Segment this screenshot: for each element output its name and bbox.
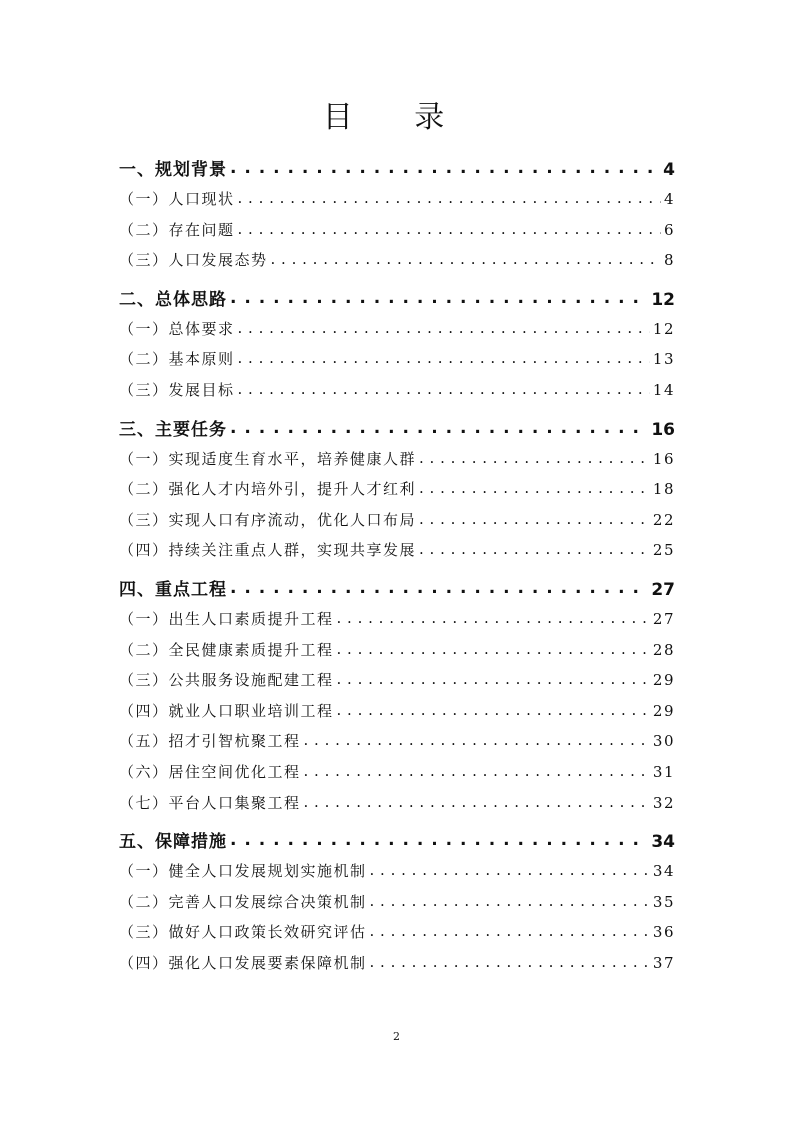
toc-section[interactable] xyxy=(119,155,675,185)
toc-item-title: （二）基本原则 xyxy=(119,350,235,369)
dot-leader xyxy=(304,762,650,777)
toc-item[interactable] xyxy=(119,730,675,761)
toc-item-title: （二）完善人口发展综合决策机制 xyxy=(119,892,367,911)
dot-leader xyxy=(337,670,650,685)
dot-leader xyxy=(419,510,650,525)
dot-leader xyxy=(230,830,648,847)
dot-leader xyxy=(238,380,650,395)
toc-item-title: （二）全民健康素质提升工程 xyxy=(119,640,334,659)
toc-section-page-number: 16 xyxy=(651,419,675,440)
toc-item-page-number: 35 xyxy=(652,892,675,911)
toc-item-page-number: 13 xyxy=(652,350,675,369)
toc-item-page-number: 31 xyxy=(652,762,675,781)
toc-item-page-number: 12 xyxy=(652,319,675,338)
toc-item-title: （三）实现人口有序流动，优化人口布局 xyxy=(119,510,417,529)
dot-leader xyxy=(337,701,650,716)
toc-item[interactable] xyxy=(119,509,675,540)
dot-leader xyxy=(419,540,650,555)
toc-item-title: （一）人口现状 xyxy=(119,190,235,208)
toc-item-title: （三）做好人口政策长效研究评估 xyxy=(119,923,367,942)
toc-section-title: 一、规划背景 xyxy=(119,160,227,180)
toc-section[interactable] xyxy=(119,575,675,605)
dot-leader xyxy=(337,609,650,624)
toc-item-page-number: 29 xyxy=(652,671,675,690)
toc-item[interactable] xyxy=(119,921,675,952)
toc-item-title: （六）居住空间优化工程 xyxy=(119,762,301,781)
dot-leader xyxy=(370,892,650,907)
toc-section-page-number: 27 xyxy=(651,579,675,600)
toc-section-title: 二、总体思路 xyxy=(119,289,227,310)
dot-leader xyxy=(230,158,660,175)
toc-item[interactable] xyxy=(119,860,675,891)
toc-item[interactable] xyxy=(119,348,675,379)
toc-item-page-number: 30 xyxy=(652,732,675,751)
toc-item-title: （五）招才引智杭聚工程 xyxy=(119,732,301,751)
toc-item-page-number: 25 xyxy=(652,541,675,560)
toc-item[interactable] xyxy=(119,761,675,792)
toc-item[interactable] xyxy=(119,792,675,823)
toc-item-page-number: 27 xyxy=(652,609,675,628)
dot-leader xyxy=(238,349,650,364)
dot-leader xyxy=(337,640,650,655)
dot-leader xyxy=(230,288,648,305)
dot-leader xyxy=(370,953,650,968)
toc-item-title: （二）存在问题 xyxy=(119,220,235,239)
toc-item-title: （三）发展目标 xyxy=(119,380,235,399)
toc-item[interactable] xyxy=(119,188,675,219)
page-title: 目 录 xyxy=(322,100,471,135)
toc-item-page-number: 34 xyxy=(652,862,675,881)
toc-item[interactable] xyxy=(119,219,675,250)
toc-item-page-number: 16 xyxy=(652,449,675,468)
toc-item-title: （一）总体要求 xyxy=(119,319,235,338)
toc-item-title: （三）人口发展态势 xyxy=(119,251,268,270)
toc-section-title: 五、保障措施 xyxy=(119,832,227,853)
dot-leader xyxy=(238,220,661,235)
toc-item-page-number: 6 xyxy=(663,220,675,239)
toc-item[interactable] xyxy=(119,669,675,700)
toc-item-title: （三）公共服务设施配建工程 xyxy=(119,671,334,690)
dot-leader xyxy=(238,189,661,204)
toc-item[interactable] xyxy=(119,448,675,479)
dot-leader xyxy=(370,922,650,937)
toc-item-page-number: 14 xyxy=(652,380,675,399)
toc-item[interactable] xyxy=(119,379,675,410)
toc-item-page-number: 28 xyxy=(652,640,675,659)
toc-item-title: （一）健全人口发展规划实施机制 xyxy=(119,862,367,881)
toc-section-page-number: 34 xyxy=(651,832,675,853)
toc-item[interactable] xyxy=(119,952,675,983)
toc-item-page-number: 29 xyxy=(652,701,675,720)
toc-item-page-number: 4 xyxy=(663,190,675,208)
table-of-contents xyxy=(119,150,675,982)
toc-item[interactable] xyxy=(119,539,675,570)
toc-item-title: （四）持续关注重点人群，实现共享发展 xyxy=(119,541,417,560)
toc-item-page-number: 18 xyxy=(652,480,675,499)
dot-leader xyxy=(419,479,650,494)
dot-leader xyxy=(238,319,650,334)
toc-item[interactable] xyxy=(119,891,675,922)
toc-item[interactable] xyxy=(119,608,675,639)
toc-item[interactable] xyxy=(119,249,675,280)
toc-section-title: 三、主要任务 xyxy=(119,419,227,440)
dot-leader xyxy=(419,449,650,464)
toc-section[interactable] xyxy=(119,285,675,315)
toc-item-page-number: 36 xyxy=(652,923,675,942)
toc-item-title: （二）强化人才内培外引，提升人才红利 xyxy=(119,480,417,499)
dot-leader xyxy=(230,418,648,435)
toc-item-page-number: 37 xyxy=(652,953,675,972)
dot-leader xyxy=(271,250,661,265)
dot-leader xyxy=(230,578,648,595)
toc-section-title: 四、重点工程 xyxy=(119,579,227,600)
toc-item[interactable] xyxy=(119,700,675,731)
footer-page-number: 2 xyxy=(393,1030,400,1043)
toc-item-title: （一）出生人口素质提升工程 xyxy=(119,609,334,628)
toc-item[interactable] xyxy=(119,639,675,670)
toc-item[interactable] xyxy=(119,478,675,509)
dot-leader xyxy=(370,861,650,876)
toc-section-page-number: 12 xyxy=(651,289,675,310)
toc-item-page-number: 22 xyxy=(652,510,675,529)
toc-item-page-number: 8 xyxy=(663,251,675,270)
dot-leader xyxy=(304,731,650,746)
dot-leader xyxy=(304,793,650,808)
toc-section[interactable] xyxy=(119,827,675,857)
toc-item-page-number: 32 xyxy=(652,793,675,812)
toc-section[interactable] xyxy=(119,415,675,445)
toc-item-title: （四）就业人口职业培训工程 xyxy=(119,701,334,720)
toc-item[interactable] xyxy=(119,318,675,349)
toc-item-title: （七）平台人口集聚工程 xyxy=(119,793,301,812)
toc-item-title: （四）强化人口发展要素保障机制 xyxy=(119,953,367,972)
toc-item-title: （一）实现适度生育水平，培养健康人群 xyxy=(119,449,417,468)
toc-section-page-number: 4 xyxy=(663,160,675,180)
